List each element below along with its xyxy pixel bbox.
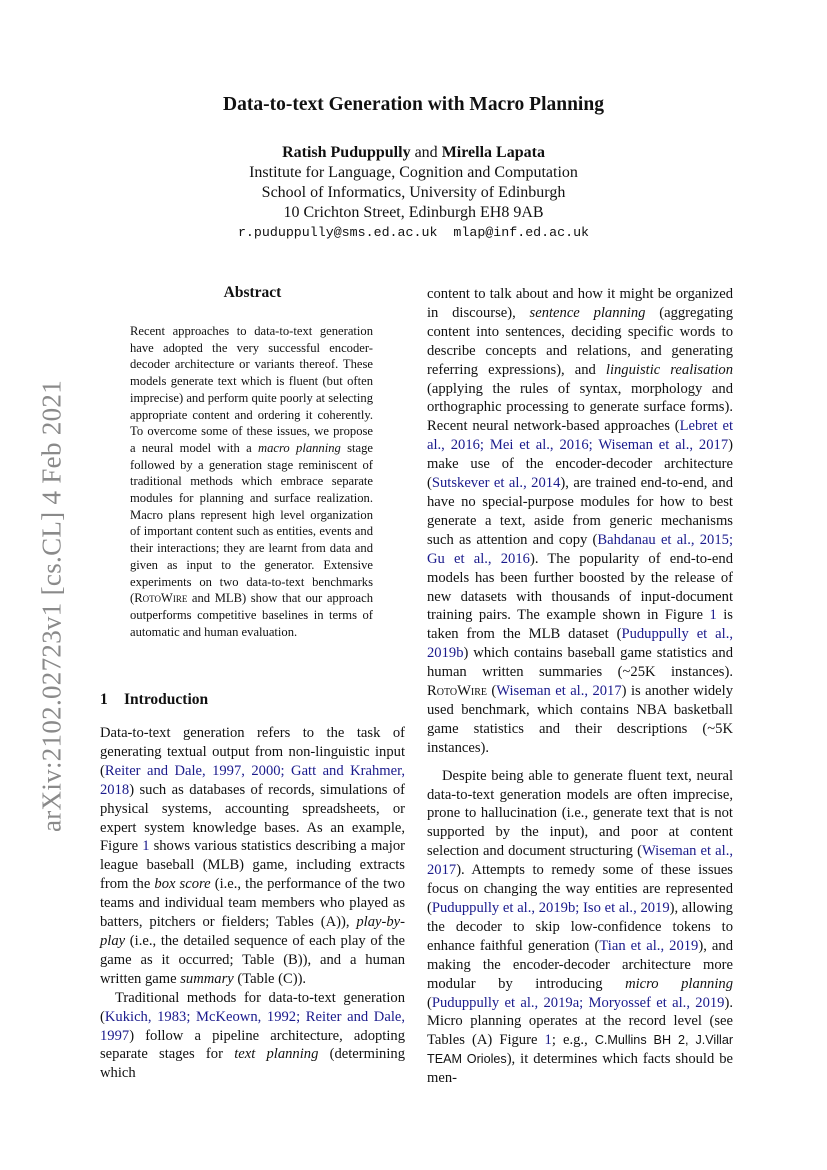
author-emails: r.puduppully@sms.ed.ac.uk mlap@inf.ed.ac.uk bbox=[237, 225, 590, 240]
citation-link[interactable]: Bahdanau et al., 2015 bbox=[597, 531, 729, 548]
citation-link[interactable]: Puduppully et al., 2019a bbox=[431, 994, 580, 1011]
section-title: Introduction bbox=[124, 691, 209, 708]
abstract-heading: Abstract bbox=[223, 284, 282, 301]
paper-title: Data-to-text Generation with Macro Planning bbox=[223, 94, 604, 115]
section-heading-introduction bbox=[100, 691, 208, 709]
citation-link[interactable]: Puduppully et al., 2019b bbox=[427, 626, 733, 662]
abstract-body: Recent approaches to data-to-text generation have adopted the very successful encoder-decoder architecture or variants thereof. These models generate text which is fluent (but often imprecise) and perform quite poorly at selecting appropriate content and ordering it coherently. To overcome some of these issues, we propose a neural model with a macro planning stage followed by a generation stage reminiscent of traditional methods which embrace separate modules for planning and surface realization. Macro plans represent high level organization of important content such as entities, events and their interactions; they are learnt from data and given as input to the generator. Extensive experiments on two data-to-text benchmarks (RotoWire and MLB) show that our approach outperforms competitive baselines in terms of automatic and human evaluation. bbox=[130, 324, 373, 639]
citation-link[interactable]: Wiseman et al., 2017 bbox=[427, 843, 734, 879]
author-names bbox=[0, 143, 827, 163]
citation-link[interactable]: Lebret et al., 2016 bbox=[427, 418, 734, 454]
citation-link[interactable]: Wiseman et al., 2017 bbox=[496, 683, 622, 700]
intro-paragraph-2: Traditional methods for data-to-text generation (Kukich, 1983; McKeown, 1992; Reiter and Dale, 1997) follow a pipeline architecture, adopting separate stages for text planning (determining which bbox=[100, 989, 405, 1082]
citation-link[interactable]: Gu et al., 2016 bbox=[427, 550, 530, 567]
citation-link[interactable]: Kukich, 1983 bbox=[104, 1008, 187, 1025]
affiliation-institute: Institute for Language, Cognition and Computation bbox=[249, 164, 578, 181]
section-number: 1 bbox=[100, 691, 108, 708]
citation-link[interactable]: Reiter and Dale, 1997 bbox=[104, 762, 242, 779]
right-paragraph-2: Despite being able to generate fluent text, neural data-to-text generation models are often imprecise, prone to hallucination (i.e., generate text that is not supported by the input), and poor at content selection and document structuring (Wiseman et al., 2017). Attempts to remedy some of these issues focus on changing the way entities are represented (Puduppully et al., 2019b; Iso et al., 2019), allowing the decoder to skip low-confidence tokens to enhance faithful generation (Tian et al., 2019), and making the encoder-decoder architecture more modular by introducing micro planning (Puduppully et al., 2019a; Moryossef et al., 2019). Micro planning operates at the record level (see Tables (A) Figure 1; e.g., C.Mullins BH 2, J.Villar TEAM Orioles), it determines which facts should be men- bbox=[427, 767, 734, 1087]
citation-link[interactable]: Wiseman et al., 2017 bbox=[598, 437, 729, 454]
citation-link[interactable]: Reiter and Dale, 1997 bbox=[100, 1008, 405, 1044]
citation-link[interactable]: Sutskever et al., 2014 bbox=[431, 475, 561, 492]
figure-ref-link[interactable]: 1 bbox=[544, 1032, 552, 1049]
arxiv-identifier: arXiv:2102.02723v1 [cs.CL] 4 Feb 2021 bbox=[36, 379, 67, 833]
citation-link[interactable]: McKeown, 1992 bbox=[196, 1008, 297, 1025]
citation-link[interactable]: Moryossef et al., 2019 bbox=[588, 994, 725, 1011]
author-block bbox=[0, 143, 827, 243]
citation-link[interactable]: Gatt and Krahmer, 2018 bbox=[100, 762, 406, 798]
figure-ref-link[interactable]: 1 bbox=[709, 607, 717, 624]
citation-link[interactable]: Iso et al., 2019 bbox=[583, 900, 670, 916]
affiliation-school: School of Informatics, University of Edinburgh bbox=[261, 184, 566, 201]
figure-ref-link[interactable]: 1 bbox=[142, 838, 150, 855]
citation-link[interactable]: 2000 bbox=[251, 762, 281, 779]
right-paragraph-1: content to talk about and how it might be organized in discourse), sentence planning (aggregating content into sentences, deciding specific words to describe concepts and relations, and generating referring expressions), and linguistic realisation (applying the rules of syntax, morphology and orthographic processing to generate surface forms). Recent neural network-based approaches (Lebret et al., 2016; Mei et al., 2016; Wiseman et al., 2017) make use of the encoder-decoder architecture (Sutskever et al., 2014), are trained end-to-end, and have no special-purpose modules for how to best generate a text, aside from generic mechanisms such as attention and copy (Bahdanau et al., 2015; Gu et al., 2016). The popularity of end-to-end models has been further boosted by the release of new datasets with thousands of input-document training pairs. The example shown in Figure 1 is taken from the MLB dataset (Puduppully et al., 2019b) which contains baseball game statistics and human written summaries (~25K instances). RotoWire (Wiseman et al., 2017) is another widely used benchmark, which contains NBA basketball game statistics and their descriptions (~5K instances). bbox=[427, 286, 734, 756]
citation-link[interactable]: Tian et al., 2019 bbox=[599, 937, 699, 954]
citation-link[interactable]: Puduppully et al., 2019b bbox=[431, 900, 576, 916]
intro-paragraph-1: Data-to-text generation refers to the task of generating textual output from non-linguistic input (Reiter and Dale, 1997, 2000; Gatt and Krahmer, 2018) such as databases of records, simulations of physical systems, accounting spreadsheets, or expert system knowledge bases. As an example, Figure 1 shows various statistics describing a major league baseball (MLB) game, including extracts from the box score (i.e., the performance of the two teams and individual team members who played as batters, pitchers or fielders; Tables (A)), play-by-play (i.e., the detailed sequence of each play of the game as it occurred; Table (B)), and a human written game summary (Table (C)). bbox=[100, 725, 406, 987]
left-column-body bbox=[100, 724, 405, 1083]
author-conjunction: and bbox=[414, 144, 438, 161]
affiliation-address: 10 Crichton Street, Edinburgh EH8 9AB bbox=[283, 204, 544, 221]
citation-link[interactable]: Mei et al., 2016 bbox=[489, 437, 589, 454]
right-column-body bbox=[427, 285, 733, 1088]
author-1: Ratish Puduppully bbox=[282, 144, 411, 161]
author-2: Mirella Lapata bbox=[441, 144, 545, 161]
